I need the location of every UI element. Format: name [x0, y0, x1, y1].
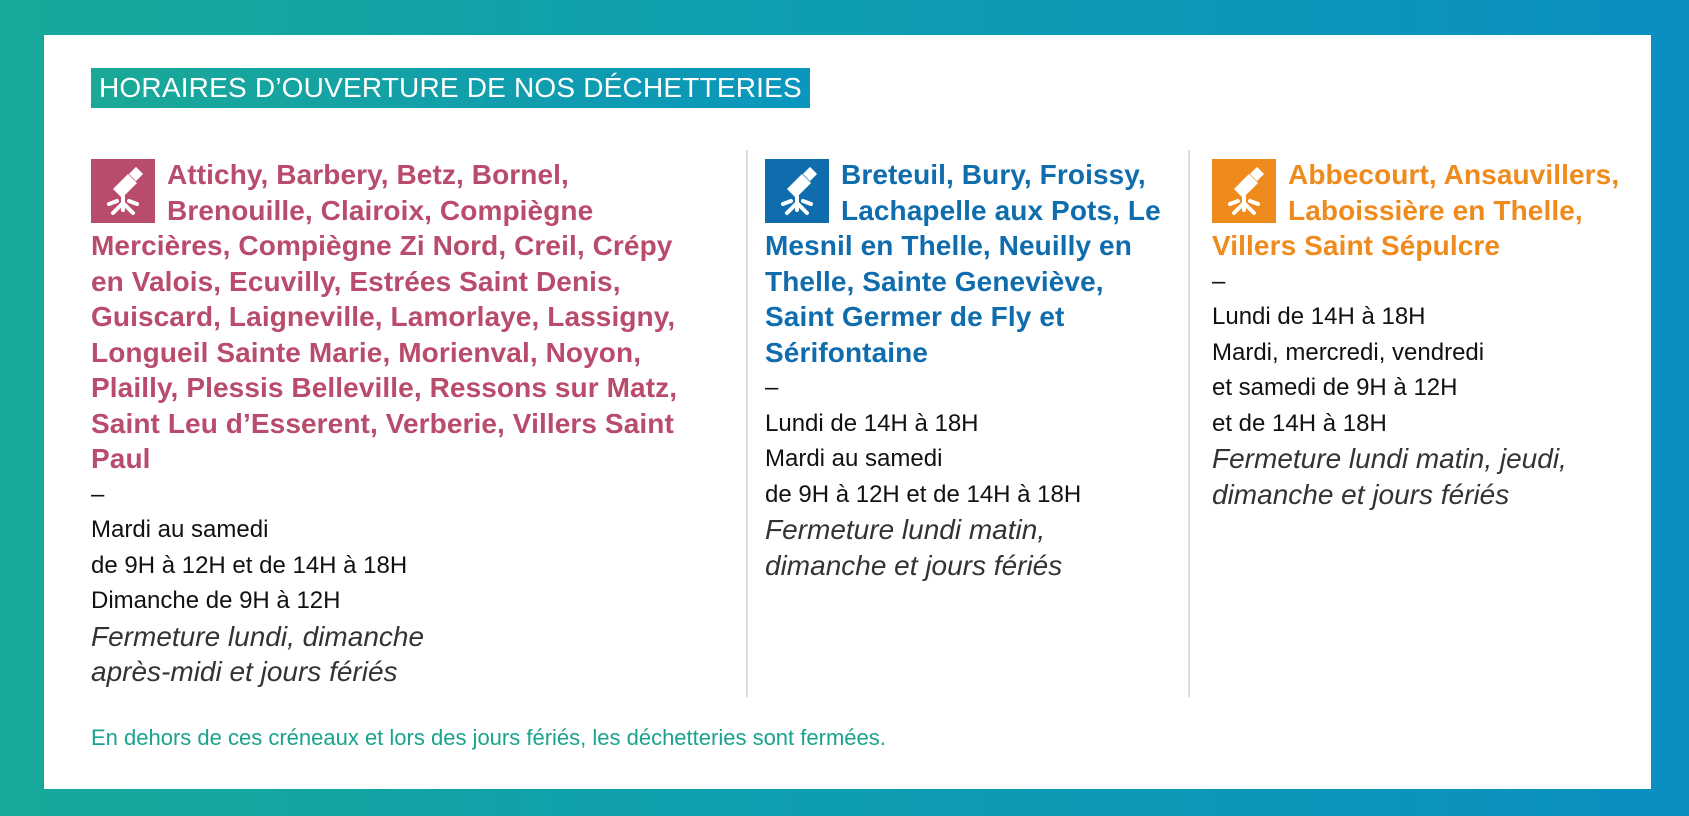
towns-list: Breteuil, Bury, Froissy, Lachapelle aux Pots, Le Mesnil en Thelle, Neuilly en Thelle, Sainte Geneviève, Saint Germer de Fly et Sérifontaine	[765, 159, 1161, 368]
separator-dash: –	[91, 480, 105, 508]
schedule-line: Mardi au samedi	[765, 445, 943, 472]
schedule-line: de 9H à 12H et de 14H à 18H	[91, 551, 408, 579]
schedule-line: Mardi, mercredi, vendredi	[1212, 338, 1485, 366]
info-card	[44, 35, 1651, 789]
footer-note: En dehors de ces créneaux et lors des jours fériés, les déchetteries sont fermées.	[91, 725, 886, 750]
separator-dash: –	[765, 374, 779, 401]
towns-list: Attichy, Barbery, Betz, Bornel, Brenouille, Clairoix, Compiègne Mercières, Compiègne Zi Nord, Creil, Crépy en Valois, Ecuvilly, Estrées Saint Denis, Guiscard, Laigneville, Lamorlaye, Lassigny, Longueil Sainte Marie, Morienval, Noyon, Plailly, Plessis Belleville, Ressons sur Matz, Saint Leu d’Esserent, Verberie, Villers Saint Paul	[91, 159, 678, 474]
schedule-line: Mardi au samedi	[91, 516, 269, 543]
towns-list: Abbecourt, Ansauvillers, Laboissière en Thelle, Villers Saint Sépulcre	[1212, 159, 1620, 261]
schedule-line: de 9H à 12H et de 14H à 18H	[765, 480, 1082, 508]
waste-drop-glyph	[769, 163, 825, 219]
waste-drop-icon	[765, 159, 829, 223]
waste-drop-icon	[1212, 159, 1276, 223]
schedule-line: et samedi de 9H à 12H	[1212, 374, 1458, 401]
schedule-line: Dimanche de 9H à 12H	[91, 587, 341, 614]
schedule-column-2	[765, 157, 1175, 583]
waste-drop-icon	[91, 159, 155, 223]
schedule-line: Lundi de 14H à 18H	[765, 409, 979, 437]
page-title: HORAIRES D’OUVERTURE DE NOS DÉCHETTERIES	[91, 68, 810, 108]
separator-dash: –	[1212, 267, 1226, 295]
waste-drop-glyph	[95, 163, 151, 219]
column-divider	[746, 150, 748, 697]
schedule-column-1	[91, 157, 711, 690]
column-divider	[1188, 150, 1190, 697]
closure-note: Fermeture lundi matin, jeudi, dimanche et jours fériés	[1212, 443, 1567, 510]
closure-note: Fermeture lundi, dimanche après-midi et jours fériés	[91, 620, 425, 687]
waste-drop-glyph	[1216, 163, 1272, 219]
closure-note: Fermeture lundi matin, dimanche et jours fériés	[765, 514, 1063, 581]
schedule-line: et de 14H à 18H	[1212, 409, 1387, 437]
schedule-column-3	[1212, 157, 1622, 512]
schedule-line: Lundi de 14H à 18H	[1212, 303, 1426, 330]
